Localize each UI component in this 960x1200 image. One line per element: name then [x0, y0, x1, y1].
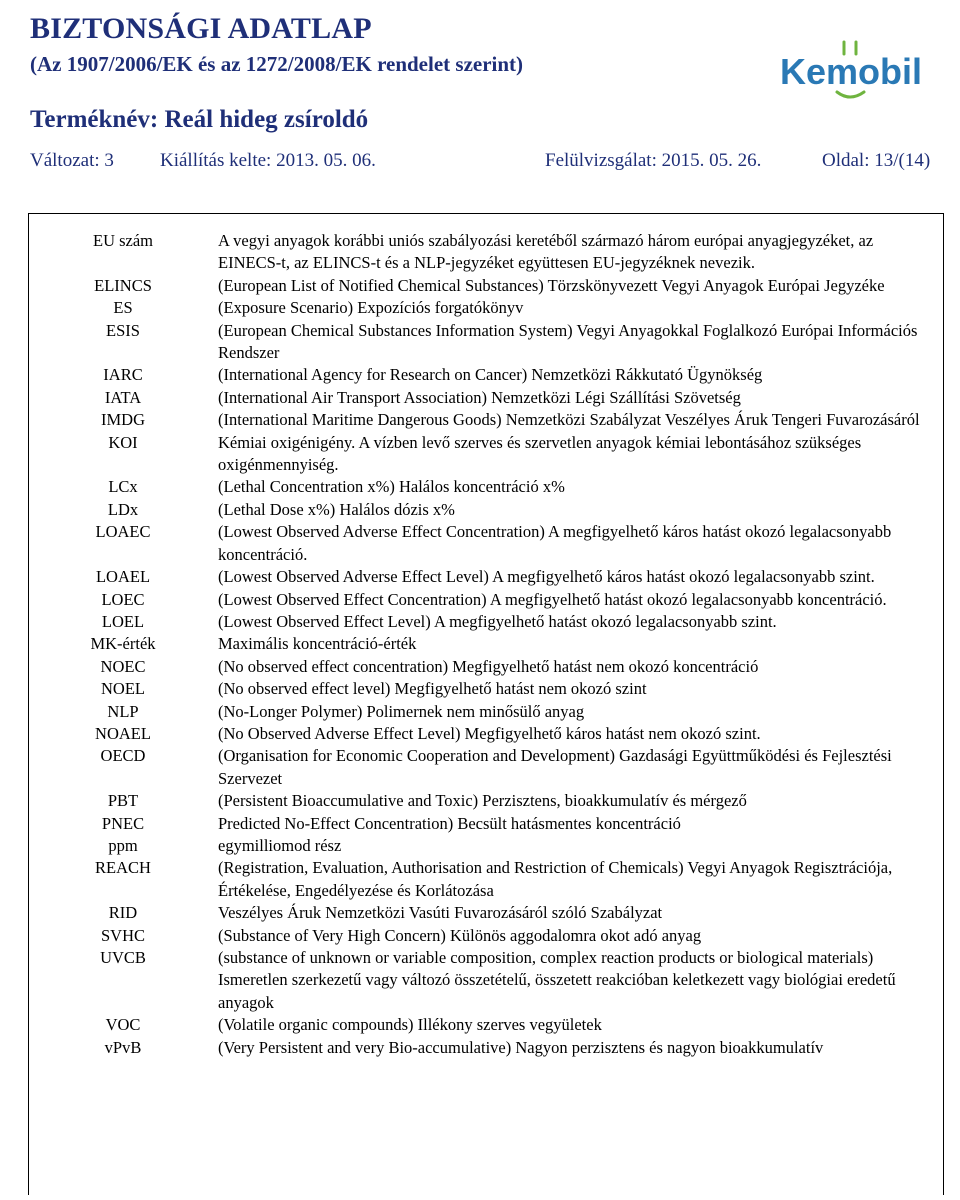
- abbreviation-row: [28, 790, 944, 812]
- abbreviation-row: [28, 902, 944, 924]
- abbreviation-row: [28, 656, 944, 678]
- document-meta-line: [30, 150, 945, 180]
- abbreviation-definition: (European Chemical Substances Information System) Vegyi Anyagokkal Foglalkozó Európai Információs Rendszer: [218, 320, 918, 363]
- abbreviations-list: [28, 230, 944, 1059]
- abbreviation-code: SVHC: [100, 925, 145, 945]
- abbreviation-row: [28, 230, 944, 275]
- version-label: Változat: 3: [30, 150, 114, 171]
- abbreviation-code: REACH: [95, 858, 151, 878]
- abbreviation-definition: (Very Persistent and very Bio-accumulative) Nagyon perzisztens és nagyon bioakkumulatív: [218, 1037, 824, 1057]
- abbreviation-definition: (Lethal Concentration x%) Halálos koncentráció x%: [218, 477, 565, 497]
- abbreviation-row: [28, 857, 944, 902]
- abbreviation-row: [28, 409, 944, 431]
- abbreviation-definition: (Registration, Evaluation, Authorisation and Restriction of Chemicals) Vegyi Anyagok Regisztrációja, Értékelése, Engedélyezése és Korlátozása: [218, 858, 893, 900]
- abbreviation-row: [28, 745, 944, 790]
- regulation-subtitle: (Az 1907/2006/EK és az 1272/2008/EK rendelet szerint): [30, 52, 524, 76]
- abbreviation-code: ES: [113, 298, 133, 318]
- abbreviation-row: [28, 499, 944, 521]
- abbreviation-code: ESIS: [106, 320, 140, 340]
- abbreviation-code: PBT: [107, 791, 139, 811]
- abbreviation-code: vPvB: [104, 1037, 142, 1057]
- abbreviation-code: UVCB: [100, 948, 146, 967]
- abbreviation-code: MK-érték: [90, 634, 156, 654]
- abbreviation-definition: (No observed effect concentration) Megfigyelhető hatást nem okozó koncentráció: [218, 656, 759, 676]
- abbreviation-row: [28, 297, 944, 319]
- abbreviation-row: [28, 835, 944, 857]
- abbreviation-row: [28, 432, 944, 477]
- abbreviation-definition: Veszélyes Áruk Nemzetközi Vasúti Fuvarozásáról szóló Szabályzat: [218, 903, 663, 923]
- abbreviation-row: [28, 925, 944, 947]
- issue-date: Kiállítás kelte: 2013. 05. 06.: [160, 150, 376, 171]
- abbreviation-definition: (Substance of Very High Concern) Különös aggodalomra okot adó anyag: [218, 925, 702, 945]
- abbreviation-row: [28, 476, 944, 498]
- abbreviation-code: NLP: [107, 701, 139, 721]
- abbreviation-definition: (Exposure Scenario) Expozíciós forgatókönyv: [218, 298, 524, 318]
- abbreviation-definition: (European List of Notified Chemical Substances) Törzskönyvezett Vegyi Anyagok Európai Jegyzéke: [218, 275, 885, 295]
- abbreviation-code: ppm: [108, 835, 138, 855]
- abbreviation-code: IARC: [103, 365, 143, 385]
- abbreviation-definition: (substance of unknown or variable composition, complex reaction products or biological materials) Ismeretlen szerkezetű vagy változó összetételű, összetett reakcióban keletkezett vagy biológiai eredetű anyagok: [218, 948, 896, 1012]
- abbreviation-row: [28, 521, 944, 566]
- abbreviation-code: NOEC: [100, 656, 146, 676]
- abbreviation-row: [28, 387, 944, 409]
- abbreviation-code: NOAEL: [95, 723, 151, 743]
- abbreviation-row: [28, 589, 944, 611]
- abbreviation-definition: (Persistent Bioaccumulative and Toxic) Perzisztens, bioakkumulatív és mérgező: [218, 791, 747, 811]
- abbreviation-definition: (Volatile organic compounds) Illékony szerves vegyületek: [218, 1015, 602, 1035]
- document-title: BIZTONSÁGI ADATLAP: [30, 12, 372, 45]
- abbreviation-definition: (No Observed Adverse Effect Level) Megfigyelhető káros hatást nem okozó szint.: [218, 723, 761, 743]
- abbreviation-code: KOI: [108, 432, 138, 452]
- abbreviation-definition: (International Air Transport Association) Nemzetközi Légi Szállítási Szövetség: [218, 387, 741, 407]
- abbreviation-definition: (No-Longer Polymer) Polimernek nem minősülő anyag: [218, 701, 585, 721]
- logo-text: Kemobil: [780, 51, 922, 92]
- abbreviation-code: RID: [108, 903, 138, 923]
- abbreviation-definition: (Lowest Observed Adverse Effect Level) A megfigyelhető káros hatást okozó legalacsonyabb szint.: [218, 567, 875, 587]
- abbreviation-code: IATA: [104, 387, 142, 407]
- abbreviation-row: [28, 947, 944, 1014]
- abbreviation-code: LCx: [108, 477, 138, 497]
- abbreviation-definition: A vegyi anyagok korábbi uniós szabályozási keretéből származó három európai anyagjegyzéket, az EINECS-t, az ELINCS-t és a NLP-jegyzéket együttesen EU-jegyzéknek nevezik.: [218, 231, 874, 273]
- abbreviation-row: [28, 701, 944, 723]
- abbreviation-definition: Maximális koncentráció-érték: [218, 634, 417, 654]
- abbreviation-code: ELINCS: [94, 275, 152, 295]
- abbreviation-definition: (International Maritime Dangerous Goods) Nemzetközi Szabályzat Veszélyes Áruk Tengeri Fuvarozásáról: [218, 410, 920, 430]
- abbreviation-definition: (Lowest Observed Effect Level) A megfigyelhető hatást okozó legalacsonyabb szint.: [218, 611, 777, 631]
- page-number: Oldal: 13/(14): [822, 150, 931, 171]
- abbreviation-code: EU szám: [92, 231, 154, 250]
- abbreviation-row: [28, 1037, 944, 1059]
- abbreviation-row: [28, 633, 944, 655]
- abbreviation-row: [28, 1014, 944, 1036]
- abbreviation-code: LOAEL: [95, 567, 151, 587]
- abbreviation-definition: (No observed effect level) Megfigyelhető hatást nem okozó szint: [218, 679, 647, 699]
- revision-date: Felülvizsgálat: 2015. 05. 26.: [545, 150, 762, 171]
- product-name: Terméknév: Reál hideg zsíroldó: [30, 106, 369, 133]
- abbreviation-code: LOAEC: [95, 522, 151, 542]
- abbreviation-code: LDx: [107, 499, 139, 519]
- abbreviation-row: [28, 611, 944, 633]
- abbreviation-code: IMDG: [101, 410, 145, 430]
- abbreviation-definition: Predicted No-Effect Concentration) Becsült hatásmentes koncentráció: [218, 813, 681, 833]
- abbreviation-row: [28, 320, 944, 365]
- abbreviation-definition: (Lowest Observed Effect Concentration) A megfigyelhető hatást okozó legalacsonyabb koncentráció.: [218, 589, 887, 609]
- abbreviation-row: [28, 678, 944, 700]
- abbreviation-row: [28, 566, 944, 588]
- abbreviation-row: [28, 364, 944, 386]
- abbreviation-code: VOC: [105, 1015, 141, 1035]
- abbreviation-code: OECD: [100, 746, 146, 766]
- abbreviation-code: LOEC: [101, 589, 145, 609]
- abbreviation-row: [28, 813, 944, 835]
- abbreviation-definition: (Lowest Observed Adverse Effect Concentration) A megfigyelhető káros hatást okozó legalacsonyabb koncentráció.: [218, 522, 892, 564]
- abbreviation-code: NOEL: [101, 679, 145, 699]
- kemobil-logo: [776, 36, 926, 102]
- abbreviation-row: [28, 275, 944, 297]
- abbreviation-definition: (Lethal Dose x%) Halálos dózis x%: [218, 499, 455, 519]
- abbreviation-definition: Kémiai oxigénigény. A vízben levő szerves és szervetlen anyagok kémiai lebontásához szükséges oxigénmennyiség.: [218, 432, 862, 475]
- abbreviation-code: PNEC: [101, 813, 145, 833]
- abbreviation-definition: (International Agency for Research on Cancer) Nemzetközi Rákkutató Ügynökség: [218, 365, 763, 385]
- abbreviation-code: LOEL: [101, 611, 145, 631]
- abbreviation-definition: egymilliomod rész: [218, 835, 342, 855]
- abbreviation-row: [28, 723, 944, 745]
- abbreviation-definition: (Organisation for Economic Cooperation and Development) Gazdasági Együttműködési és Fejlesztési Szervezet: [218, 746, 892, 788]
